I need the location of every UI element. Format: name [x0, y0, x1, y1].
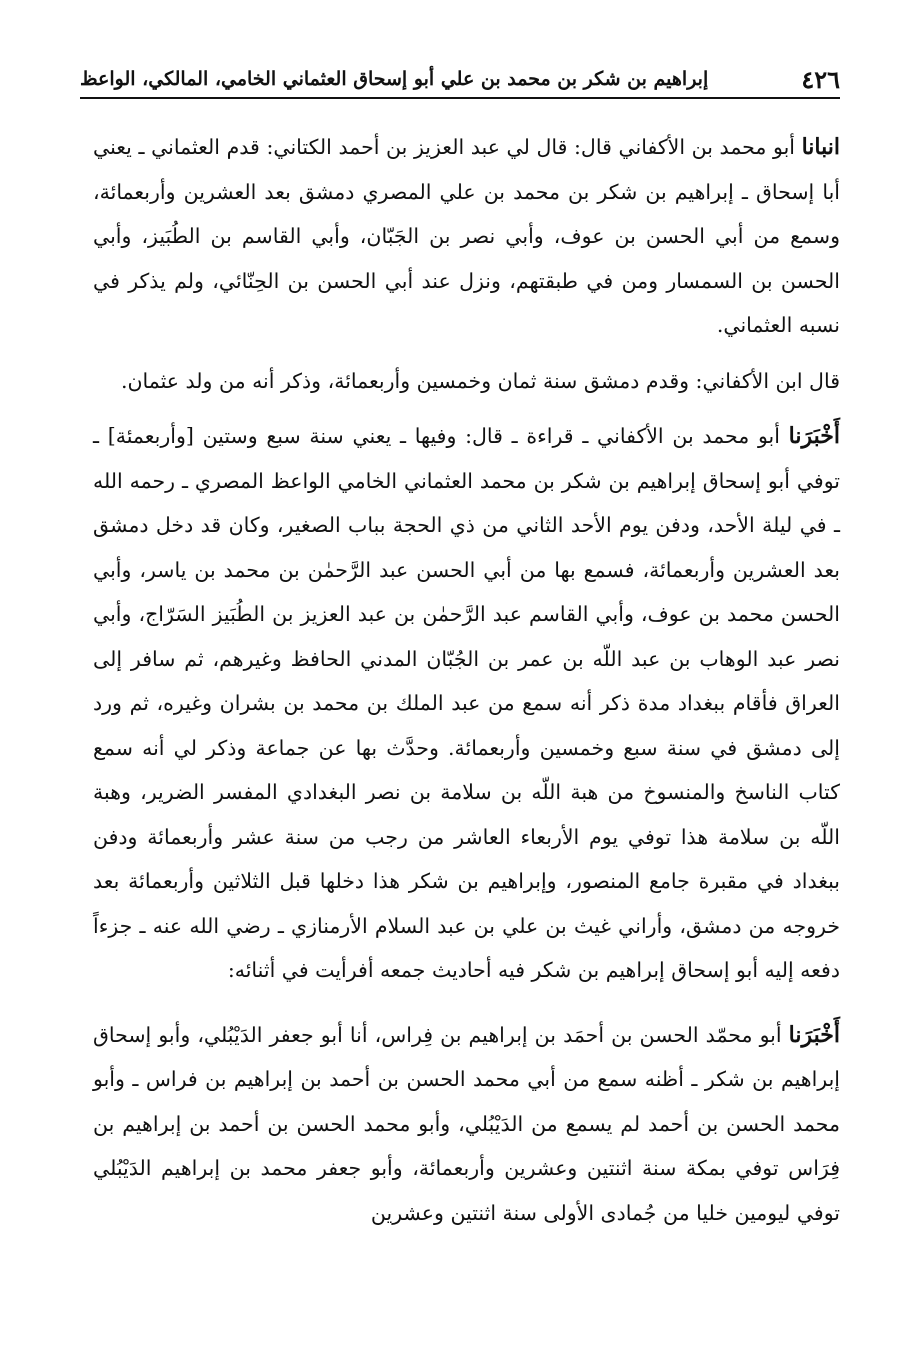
paragraph-text: أبو محمد بن الأكفاني قال: قال لي عبد العزيز بن أحمد الكتاني: قدم العثماني ـ يعني أبا إسحاق ـ إبراهيم بن شكر بن محمد بن علي المصري دمشق بعد العشرين وأربعمائة، وسمع من أبي الحسن بن عوف، وأبي نصر بن الجَبّان، وأبي القاسم بن الطُبَيز، وأبي الحسن بن السمسار ومن في طبقتهم، ونزل عند أبي الحسن بن الحِنّائي، ولم يذكر في نسبه العثماني.	[93, 135, 840, 337]
running-title: إبراهيم بن شكر بن محمد بن علي أبو إسحاق العثماني الخامي، المالكي، الواعظ	[80, 68, 709, 90]
paragraph-text: أبو محمّد الحسن بن أحمَد بن إبراهيم بن فِراس، أنا أبو جعفر الدَيْبُلي، وأبو إسحاق إبراهيم بن شكر ـ أظنه سمع من أبي محمد الحسن بن أحمد بن إبراهيم بن فراس ـ وأبو محمد الحسن بن أحمد لم يسمع من الدَيْبُلي، وأبو محمد الحسن بن أحمد بن إبراهيم بن فِرَاس توفي بمكة سنة اثنتين وعشرين وأربعمائة، وأبو جعفر محمد بن إبراهيم الدَيْبُلي توفي ليومين خليا من جُمادى الأولى سنة اثنتين وعشرين	[93, 1022, 840, 1225]
page-body	[93, 125, 840, 1316]
paragraph-text: أبو محمد بن الأكفاني ـ قراءة ـ قال: وفيها ـ يعني سنة سبع وستين [وأربعمئة] ـ توفي أبو إسحاق إبراهيم بن شكر بن محمد العثماني الخامي الواعظ المصري ـ رحمه الله ـ في ليلة الأحد، ودفن يوم الأحد الثاني من ذي الحجة بباب الصغير، وكان قد دخل دمشق بعد العشرين وأربعمائة، فسمع بها من أبي الحسن عبد الرَّحمٰن بن محمد بن ياسر، وأبي الحسن محمد بن عوف، وأبي القاسم عبد الرَّحمٰن بن عبد العزيز بن الطُبَيز السَرّاج، وأبي نصر عبد الوهاب بن عبد اللّه بن عمر بن الجُبّان المدني الحافظ وغيرهم، ثم سافر إلى العراق فأقام ببغداد مدة ذكر أنه سمع من عبد الملك بن محمد بن بشران وغيره، ثم ورد إلى دمشق في سنة سبع وخمسين وأربعمائة. وحدَّث بها عن جماعة وذكر لي أنه سمع كتاب الناسخ والمنسوخ من هبة اللّه بن سلامة بن نصر البغدادي المفسر الضرير، وهبة اللّه بن سلامة هذا توفي يوم الأربعاء العاشر من رجب من سنة عشر وأربعمائة ودفن ببغداد في مقبرة جامع المنصور، وإبراهيم بن شكر هذا دخلها قبل الثلاثين وأربعمائة بعد خروجه من دمشق، وأراني غيث بن علي بن عبد السلام الأرمنازي ـ رضي الله عنه ـ جزءاً دفعه إليه أبو إسحاق إبراهيم بن شكر فيه أحاديث جمعه أفرأيت في أثنائه:	[93, 424, 840, 982]
paragraph-lead: أَخْبَرَنا	[788, 1021, 840, 1048]
paragraph-3	[93, 414, 840, 993]
paragraph-lead: انبانا	[801, 134, 840, 160]
paragraph-4	[93, 1013, 840, 1236]
page-number: ٤٢٦	[801, 64, 840, 94]
paragraph-text: قال ابن الأكفاني: وقدم دمشق سنة ثمان وخمسين وأربعمائة، وذكر أنه من ولد عثمان.	[120, 368, 840, 393]
paragraph-lead: أَخْبَرَنا	[788, 423, 840, 449]
page-header	[80, 62, 840, 96]
paragraph-2	[93, 359, 840, 404]
header-rule	[80, 97, 840, 99]
paragraph-1	[93, 125, 840, 348]
